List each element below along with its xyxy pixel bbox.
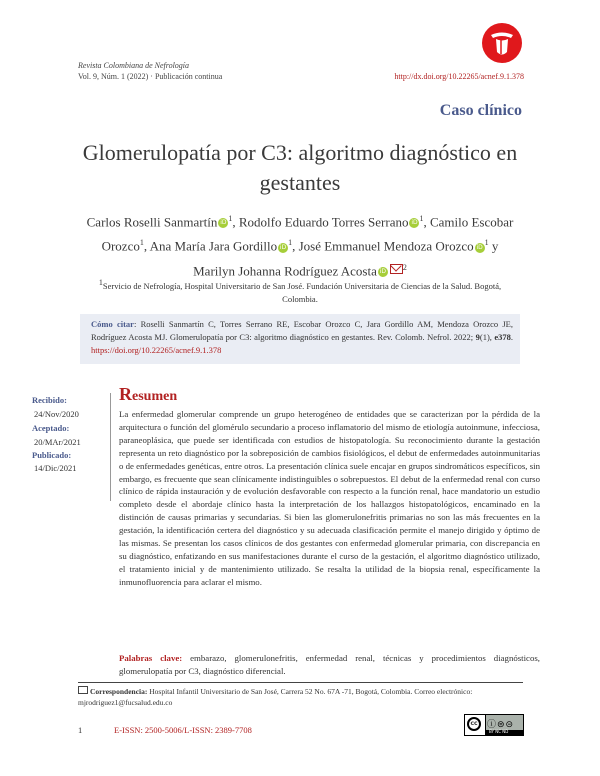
correspondence-text: Hospital Infantil Universitario de San José, Carrera 52 No. 67A -71, Bogotá, Colombia. Correo electrónico: mjrodriguez1@fucsalud.edu.co xyxy=(78,687,473,707)
author-separator: y xyxy=(488,238,499,254)
page-number: 1 xyxy=(78,725,83,735)
published-label: Publicado: xyxy=(32,450,72,460)
affiliation xyxy=(90,276,510,306)
accepted-date: 20/MAr/2021 xyxy=(34,437,81,447)
citation-issue: (1), xyxy=(479,332,495,342)
cc-label-bar xyxy=(486,730,523,735)
orcid-icon[interactable]: iD xyxy=(279,243,287,251)
abstract-heading xyxy=(119,384,177,405)
abstract-text: La enfermedad glomerular comprende un grupo heterogéneo de entidades que se caracterizan por la pérdida de la arquitectura o función del glomérulo secundario a proceso inflamatorio del mismo de etiología autoinmune, infecciosa, paraneoplásica, que puede ser identificada con estudios de histopatología. Su reconocimiento durante la gestación representa un reto diagnóstico por la sobreposición de cambios fisiológicos, el debut de enfermedades autoinmunitarias o de enfermedades genéticas, entre otros. La presentación clínica suele encajar en grupos sindromáticos específicos, sin embargo, es frecuente que sean clínicamente indistinguibles o sobrepuestos. El debut de la enfermedad renal con curso clínico de rápida instauración y de evolución desfavorable con respecto a la función renal, hace mandatorio un estudio completo desde el abordaje clínico hasta la interpretación de los hallazgos histopatológicos, encaminado en la distinción de causas primarias y secundarias. Si bien las glomerulonefritis primarias no son las más frecuentes en la gestación, la identificación certera del diagnóstico y su adecuada clasificación permite el manejo dirigido y óptimo de las mismas. Se presentan los casos clínicos de dos gestantes con enfermedad glomerular primaria, con discrepancia en su diagnóstico, enfatizando en sus manifestaciones durante el curso de la gestación, el algoritmo diagnóstico utilizado, el tratamiento inicial y de mantenimiento utilizado. Se resalta la utilidad de la biopsia renal, específicamente la inmunofluorencia para aclarar el mismo. xyxy=(119,409,540,587)
journal-logo xyxy=(481,22,523,64)
citation-doi-link[interactable]: https://doi.org/10.22265/acnef.9.1.378 xyxy=(91,345,222,355)
author-name: Camilo Escobar Orozco xyxy=(101,214,514,254)
footnote-divider xyxy=(78,682,523,683)
section-label: Caso clínico xyxy=(439,102,522,119)
author-separator: , xyxy=(143,238,150,254)
author-affiliation-mark: 2 xyxy=(402,262,407,272)
cc-license-badge[interactable] xyxy=(464,714,524,736)
affiliation-text: Servicio de Nefrología, Hospital Universitario de San José. Fundación Universitaria de Ciencias de la Salud. Bogotá, Colombia. xyxy=(102,280,502,304)
cc-label: BY NC ND xyxy=(489,729,509,734)
citation-text xyxy=(91,318,513,357)
author-separator: , xyxy=(423,214,430,230)
keywords-text: embarazo, glomerulonefritis, enfermedad renal, técnicas y procedimientos diagnósticos, glomerulopatía por C3, diagnóstico diferencial. xyxy=(119,653,540,676)
author-separator: , xyxy=(232,214,239,230)
orcid-icon[interactable]: iD xyxy=(476,243,483,251)
published-date: 14/Dic/2021 xyxy=(34,463,77,473)
citation-sep: . xyxy=(510,332,513,342)
correspondence xyxy=(78,686,523,708)
accepted-label: Aceptado: xyxy=(32,423,70,433)
author-affiliation-mark: 1 xyxy=(228,214,233,223)
author-name: Ana María Jara Gordillo xyxy=(149,238,278,254)
author-affiliation-mark: 1 xyxy=(139,238,144,248)
author-name: Rodolfo Eduardo Torres Serrano xyxy=(238,214,409,230)
journal-volume: Vol. 9, Núm. 1 (2022) · Publicación continua xyxy=(78,72,223,81)
citation-label: Cómo citar xyxy=(91,319,134,329)
author-name: José Emmanuel Mendoza Orozco xyxy=(298,238,474,254)
citation-body: : Roselli Sanmartín C, Torres Serrano RE, Escobar Orozco C, Jara Gordillo AM, Mendoza Orozco JE, Rodríguez Acosta MJ. Glomerulopatía por C3: algoritmo diagnóstico en gestantes. Rev. Colomb. Nefrol. 2022; xyxy=(91,319,514,342)
date-divider xyxy=(110,393,111,501)
cc-by-nc-nd-icons: ⓘ⊜⊝ xyxy=(487,720,515,730)
envelope-icon xyxy=(78,686,88,694)
journal-name: Revista Colombiana de Nefrología xyxy=(78,61,190,70)
orcid-icon[interactable]: iD xyxy=(411,219,418,227)
cc-logo xyxy=(465,715,486,735)
keywords-label: Palabras clave: xyxy=(119,653,183,663)
author-separator: , xyxy=(292,238,299,254)
author-list xyxy=(80,208,520,281)
affiliation-mark: 1 xyxy=(98,278,103,287)
citation-volume: 9 xyxy=(475,332,480,342)
paper-title: Glomerulopatía por C3: algoritmo diagnóstico en gestantes xyxy=(82,140,518,195)
cc-icon: cc xyxy=(467,717,481,731)
keywords xyxy=(119,652,540,678)
author-name: Carlos Roselli Sanmartín xyxy=(86,214,218,230)
author-affiliation-mark: 1 xyxy=(288,238,293,248)
author-affiliation-mark: 1 xyxy=(419,214,424,223)
correspondence-label: Correspondencia: xyxy=(90,687,148,696)
received-date: 24/Nov/2020 xyxy=(34,409,79,419)
email-icon[interactable] xyxy=(390,264,403,274)
abstract-heading-rest: esumen xyxy=(132,389,178,404)
header-doi-link[interactable]: http://dx.doi.org/10.22265/acnef.9.1.378 xyxy=(394,72,524,81)
orcid-icon[interactable]: iD xyxy=(220,219,227,227)
citation-article: e378 xyxy=(494,332,511,342)
received-label: Recibido: xyxy=(32,395,67,405)
author-name: Marilyn Johanna Rodríguez Acosta xyxy=(193,262,377,278)
author-affiliation-mark: 1 xyxy=(484,238,489,248)
abstract-heading-initial: R xyxy=(119,384,132,404)
orcid-icon[interactable]: iD xyxy=(379,267,387,275)
issn: E-ISSN: 2500-5006/L-ISSN: 2389-7708 xyxy=(114,725,252,735)
